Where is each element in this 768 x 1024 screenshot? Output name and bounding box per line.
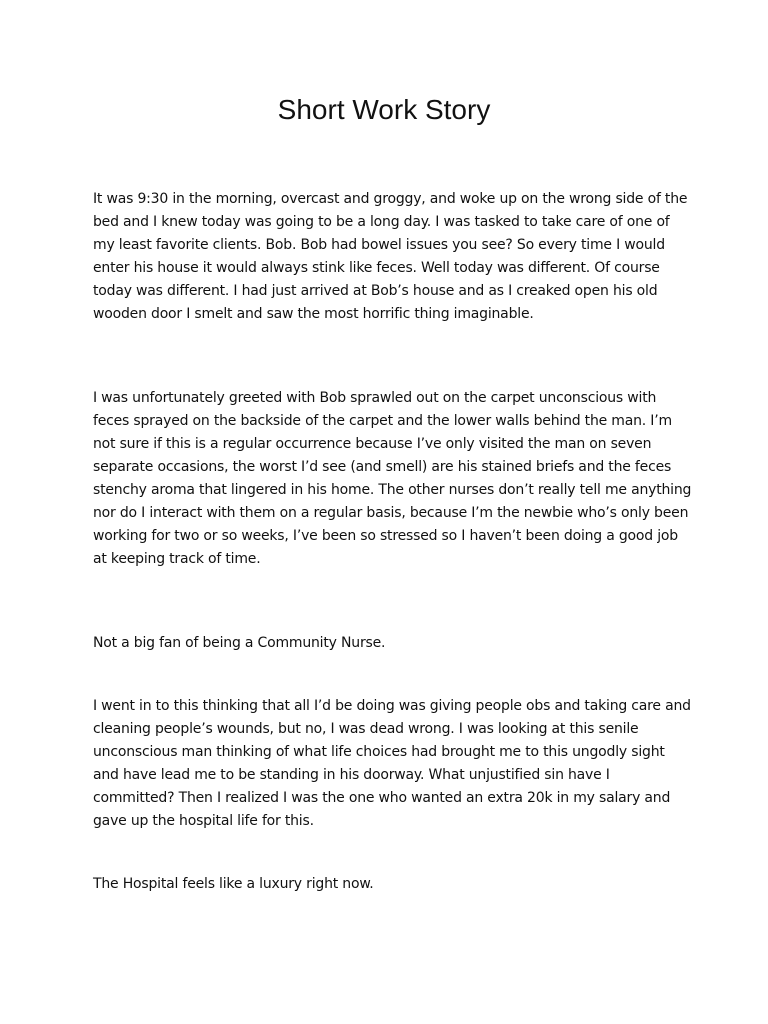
paragraph-1: It was 9:30 in the morning, overcast and groggy, and woke up on the wrong side of the bed and I knew today was going to be a long day. I was tasked to take care of one of my least favorite clients. Bob. Bob had bowel issues you see? So every time I would enter his house it would always stink like feces. Well today was different. Of course today was different. I had just arrived at Bob’s house and as I creaked open his old wooden door I smelt and saw the most horrific thing imaginable.	[93, 191, 688, 322]
paragraph-4: I went in to this thinking that all I’d be doing was giving people obs and taking care and cleaning people’s wounds, but no, I was dead wrong. I was looking at this senile unconscious man thinking of what life choices had brought me to this ungodly sight and have lead me to be standing in his doorway. What unjustified sin have I committed? Then I realized I was the one who wanted an extra 20k in my salary and gave up the hospital life for this.	[93, 698, 691, 829]
paragraph-2: I was unfortunately greeted with Bob sprawled out on the carpet unconscious with feces sprayed on the backside of the carpet and the lower walls behind the man. I’m not sure if this is a regular occurrence because I’ve only visited the man on seven separate occasions, the worst I’d see (and smell) are his stained briefs and the feces stenchy aroma that lingered in his home. The other nurses don’t really tell me anything nor do I interact with them on a regular basis, because I’m the newbie who’s only been working for two or so weeks, I’ve been so stressed so I haven’t been doing a good job at keeping track of time.	[93, 390, 692, 567]
document-title: Short Work Story	[277, 94, 491, 125]
paragraph-5: The Hospital feels like a luxury right now.	[93, 876, 374, 892]
paragraph-3: Not a big fan of being a Community Nurse.	[93, 635, 386, 651]
